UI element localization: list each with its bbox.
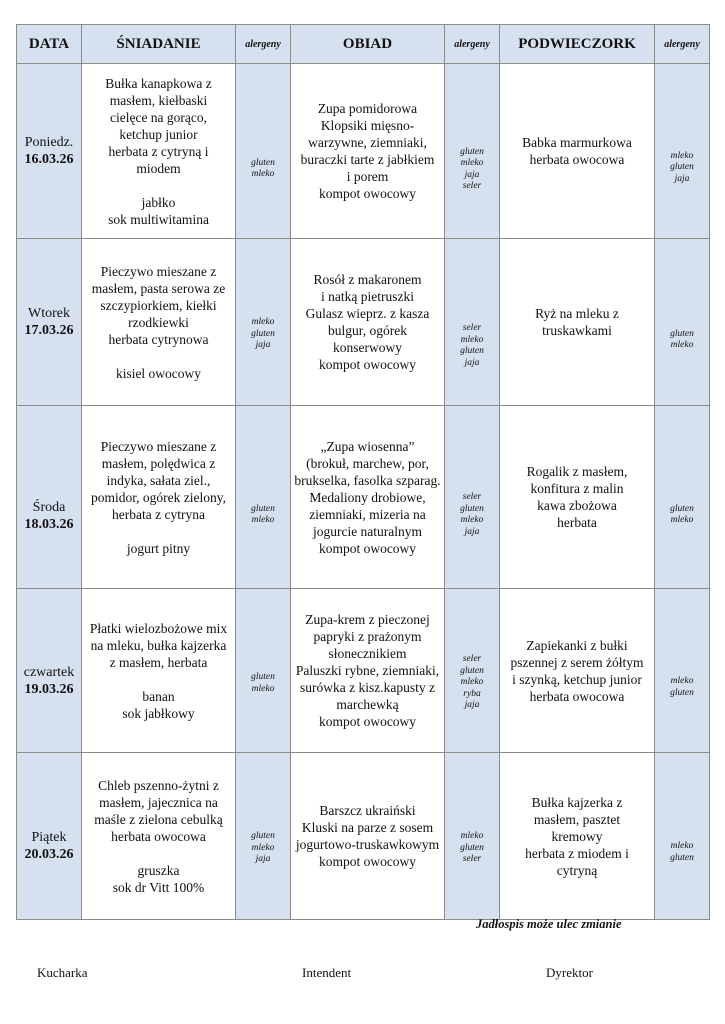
menu-line: buraczki tarte z jabłkiem (300, 152, 435, 167)
allergen-item: mleko (251, 317, 275, 328)
menu-line: bulgur, ogórek (328, 323, 407, 338)
breakfast-cell (82, 753, 236, 920)
menu-line: Gulasz wieprz. z kasza (305, 306, 430, 321)
allergen-item: jaja (255, 854, 271, 865)
menu-line: warzywne, ziemniaki, (308, 135, 427, 150)
menu-line: herbata owocowa (529, 688, 625, 704)
menu-line: cytryną (556, 862, 598, 878)
menu-line: Paluszki rybne, ziemniaki, (295, 663, 440, 678)
menu-line: sok jabłkowy (122, 705, 195, 721)
menu-line: jogurt pitny (126, 540, 191, 556)
allergen-item: seler (462, 492, 482, 502)
breakfast-allergens-cell (236, 64, 291, 239)
menu-line: i szynką, ketchup junior (512, 671, 642, 687)
menu-line: surówka z kisz.kapusty z (300, 680, 435, 695)
menu-line: kompot owocowy (318, 854, 417, 869)
menu-line: masłem, kiełbaski (109, 92, 208, 108)
menu-line: słonecznikiem (328, 646, 407, 661)
menu-line: papryki z prażonym (313, 629, 422, 644)
menu-line: kompot owocowy (318, 186, 417, 201)
snack-cell (500, 64, 655, 239)
snack-allergens-cell (655, 753, 710, 920)
allergen-item: gluten (670, 687, 694, 698)
allergen-item: gluten (670, 852, 694, 863)
header-lunch: OBIAD (291, 25, 445, 64)
day-name: Piątek (31, 830, 67, 845)
header-snack: PODWIECZORK (500, 25, 655, 64)
allergen-item: jaja (255, 340, 271, 351)
menu-line: konfitura z malin (530, 481, 624, 496)
menu-line: jogurtowo-truskawkowym (295, 837, 440, 852)
menu-line: na mleku, bułka kajzerka (90, 637, 227, 653)
allergen-item: mleko (251, 169, 275, 179)
lunch-cell (291, 589, 445, 753)
lunch-cell (291, 239, 445, 406)
allergen-item: mleko (460, 334, 484, 345)
menu-line: gruszka (137, 862, 180, 878)
menu-line: kompot owocowy (318, 714, 417, 729)
signature-steward: Intendent (302, 965, 352, 980)
snack-allergens-cell (655, 64, 710, 239)
menu-line: masłem, polędwica z (101, 455, 216, 471)
menu-change-note: Jadłospis może ulec zmianie (476, 917, 622, 931)
day-row (17, 64, 710, 239)
allergen-item: mleko (670, 340, 694, 350)
blank-line (82, 177, 235, 194)
date-cell (17, 589, 82, 753)
menu-line: Pieczywo mieszane z (100, 263, 217, 279)
breakfast-allergens-cell (236, 589, 291, 753)
day-date: 19.03.26 (24, 681, 74, 697)
menu-line: herbata cytrynowa (108, 331, 209, 347)
menu-line: cielęce na gorąco, (109, 109, 208, 125)
header-lunch-allergens: alergeny (445, 25, 500, 64)
menu-line: rzodkiewki (128, 314, 189, 330)
menu-line: pomidor, ogórek zielony, (90, 489, 227, 505)
menu-line: Chleb pszenno-żytni z (98, 777, 219, 793)
breakfast-cell (82, 64, 236, 239)
menu-line: marchewką (336, 697, 399, 712)
breakfast-allergens-cell (236, 239, 291, 406)
day-row (17, 753, 710, 920)
menu-line: herbata (557, 515, 597, 530)
day-date: 17.03.26 (24, 323, 74, 338)
menu-table (16, 24, 710, 920)
menu-line: Ryż na mleku z (535, 306, 619, 321)
day-row (17, 406, 710, 589)
allergen-item: mleko (251, 683, 275, 694)
allergen-item: mleko (670, 150, 694, 161)
day-name: Poniedz. (24, 135, 74, 150)
snack-cell (500, 589, 655, 753)
signature-director: Dyrektor (546, 965, 593, 980)
menu-line: kremowy (551, 828, 603, 844)
allergen-item: gluten (460, 665, 484, 676)
allergen-item: jaja (464, 700, 480, 711)
lunch-allergens-cell (445, 406, 500, 589)
menu-line: „Zupa wiosenna” (320, 438, 415, 454)
allergen-item: gluten (460, 842, 484, 853)
allergen-item: jaja (464, 526, 480, 537)
menu-line: herbata z miodem i (525, 845, 629, 861)
allergen-item: gluten (251, 831, 275, 842)
day-name: Środa (32, 500, 66, 515)
menu-line: konserwowy (333, 340, 402, 355)
snack-cell (500, 753, 655, 920)
date-cell (17, 64, 82, 239)
lunch-allergens-cell (445, 589, 500, 753)
allergen-item: mleko (251, 842, 275, 853)
header-row (17, 25, 710, 64)
menu-line: szczypiorkiem, kiełki (100, 297, 217, 313)
allergen-item: jaja (464, 357, 480, 368)
menu-line: pszennej z serem żółtym (510, 654, 644, 670)
menu-line: Medaliony drobiowe, (309, 489, 426, 505)
menu-line: kompot owocowy (318, 540, 417, 556)
menu-line: sok multiwitamina (108, 211, 209, 227)
breakfast-cell (82, 406, 236, 589)
allergen-item: gluten (670, 162, 694, 173)
menu-line: Rosół z makaronem (313, 272, 422, 287)
menu-line: Barszcz ukraiński (319, 803, 416, 818)
menu-line: Babka marmurkowa (522, 135, 632, 150)
date-cell (17, 753, 82, 920)
day-row (17, 239, 710, 406)
day-date: 16.03.26 (24, 152, 74, 167)
menu-line: banan (142, 688, 175, 704)
menu-line: Kluski na parze z sosem (301, 820, 434, 835)
menu-line: Bułka kajzerka z (531, 794, 623, 810)
blank-line (82, 348, 235, 365)
menu-line: herbata owocowa (111, 828, 206, 844)
day-date: 20.03.26 (24, 847, 74, 862)
allergen-item: gluten (460, 146, 484, 157)
allergen-item: mleko (670, 676, 694, 686)
lunch-cell (291, 64, 445, 239)
allergen-item: ryba (463, 688, 481, 699)
menu-line: brukselka, fasolka szparag. (294, 472, 441, 488)
menu-line: Rogalik z masłem, (526, 464, 628, 479)
menu-line: i porem (346, 169, 389, 184)
allergen-item: mleko (670, 841, 694, 851)
allergen-item: seler (462, 181, 482, 191)
menu-line: Płatki wielozbożowe mix (89, 620, 228, 636)
menu-line: maśle z zielona cebulką (94, 811, 223, 827)
signature-cook: Kucharka (37, 965, 88, 980)
menu-line: Zupa pomidorowa (317, 101, 418, 116)
allergen-item: gluten (251, 328, 275, 339)
header-date: DATA (17, 25, 82, 64)
header-snack-allergens: alergeny (655, 25, 710, 64)
menu-line: i natką pietruszki (321, 289, 414, 304)
menu-line: z masłem, herbata (109, 654, 208, 670)
breakfast-cell (82, 589, 236, 753)
menu-line: ketchup junior (119, 126, 198, 142)
menu-line: herbata z cytryna (112, 506, 205, 522)
menu-line: herbata z cytryną i (108, 143, 209, 159)
allergen-item: mleko (460, 515, 484, 525)
allergen-item: mleko (251, 515, 275, 525)
lunch-cell (291, 406, 445, 589)
snack-allergens-cell (655, 589, 710, 753)
menu-line: herbata owocowa (529, 152, 625, 167)
snack-cell (500, 239, 655, 406)
menu-line: kawa zbożowa (537, 498, 617, 513)
breakfast-allergens-cell (236, 406, 291, 589)
blank-line (82, 671, 235, 688)
allergen-item: seler (462, 854, 482, 865)
snack-allergens-cell (655, 406, 710, 589)
allergen-item: gluten (460, 503, 484, 514)
date-cell (17, 406, 82, 589)
allergen-item: gluten (251, 672, 275, 682)
menu-line: masłem, pasztet (533, 811, 621, 827)
day-name: czwartek (23, 664, 75, 680)
breakfast-allergens-cell (236, 753, 291, 920)
blank-line (82, 523, 235, 540)
menu-line: truskawkami (542, 323, 612, 338)
day-name: Wtorek (28, 306, 70, 321)
allergen-item: mleko (460, 831, 484, 842)
snack-allergens-cell (655, 239, 710, 406)
allergen-item: gluten (251, 157, 275, 168)
menu-line: jabłko (141, 194, 176, 210)
lunch-allergens-cell (445, 239, 500, 406)
allergen-item: mleko (670, 515, 694, 525)
lunch-cell (291, 753, 445, 920)
allergen-item: seler (462, 654, 482, 665)
day-row (17, 589, 710, 753)
menu-line: jogurcie naturalnym (312, 523, 423, 539)
date-cell (17, 239, 82, 406)
menu-line: Pieczywo mieszane z (100, 438, 217, 454)
menu-line: masłem, pasta serowa ze (91, 280, 226, 296)
menu-line: kompot owocowy (318, 357, 417, 372)
allergen-item: gluten (251, 503, 275, 514)
day-date: 18.03.26 (24, 517, 74, 532)
lunch-allergens-cell (445, 753, 500, 920)
menu-line: Zapiekanki z bułki (526, 637, 628, 653)
menu-line: indyka, sałata ziel., (106, 472, 211, 488)
allergen-item: mleko (460, 158, 484, 168)
menu-line: masłem, jajecznica na (99, 794, 218, 810)
menu-line: sok dr Vitt 100% (112, 879, 205, 895)
menu-line: Klopsiki mięsno- (320, 118, 415, 133)
header-breakfast: ŚNIADANIE (82, 25, 236, 64)
breakfast-cell (82, 239, 236, 406)
allergen-item: jaja (674, 173, 690, 184)
menu-line: kisiel owocowy (115, 365, 202, 381)
menu-line: Bułka kanapkowa z (105, 75, 212, 91)
lunch-allergens-cell (445, 64, 500, 239)
allergen-item: seler (462, 323, 482, 333)
blank-line (82, 845, 235, 862)
menu-line: Zupa-krem z pieczonej (305, 612, 430, 627)
menu-line: (brokuł, marchew, por, (306, 455, 429, 471)
allergen-item: jaja (464, 169, 480, 180)
menu-line: ziemniaki, mizeria na (309, 506, 426, 522)
snack-cell (500, 406, 655, 589)
header-breakfast-allergens: alergeny (236, 25, 291, 64)
menu-line: miodem (136, 160, 181, 176)
allergen-item: gluten (670, 503, 694, 514)
allergen-item: mleko (460, 677, 484, 688)
allergen-item: gluten (670, 328, 694, 339)
allergen-item: gluten (460, 346, 484, 356)
